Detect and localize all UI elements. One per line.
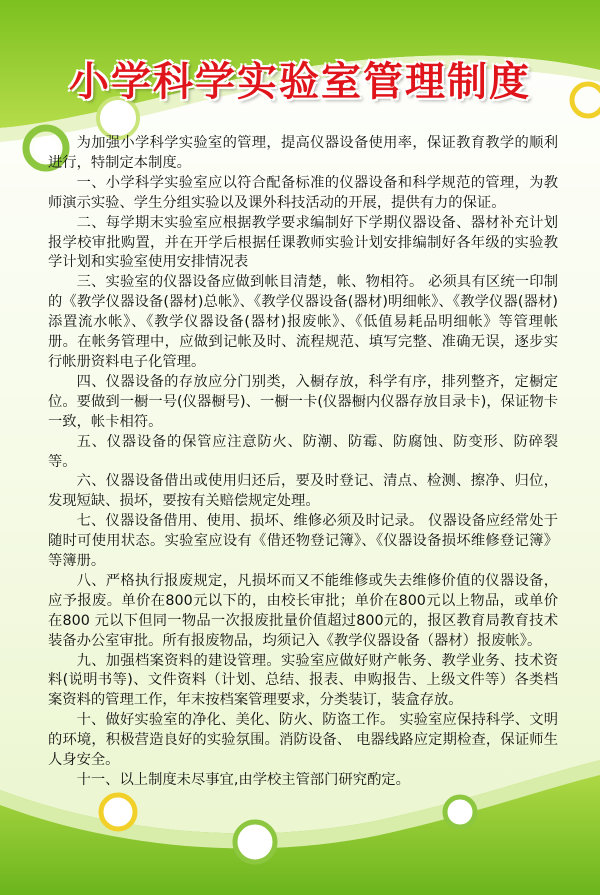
rule-paragraph: 五、仪器设备的保管应注意防火、防潮、防霉、防腐蚀、防变形、防碎裂等。: [48, 433, 558, 470]
rule-paragraph: 六、仪器设备借出或使用归还后，要及时登记、清点、检测、擦净、归位，发现短缺、损坏，要按有关赔偿规定处理。: [48, 473, 558, 510]
circle-decor-bottom-left: [101, 795, 135, 829]
rule-paragraph: 四、仪器设备的存放应分门别类，入橱存放，科学有序，排列整齐，定橱定位。要做到一橱一号(仪器橱号)、一橱一卡(仪器橱内仪器存放目录卡)，保证物卡一致，帐卡相符。: [48, 373, 558, 430]
page-title: 小学科学实验室管理制度: [69, 59, 531, 105]
rule-paragraph: 九、加强档案资料的建设管理。实验室应做好财产帐务、教学业务、技术资料(说明书等)、文件资料（计划、总结、报表、申购报告、上级文件等）各类档案资料的管理工作，年末按档案管理要求，分类装订，装盒存放。: [48, 652, 558, 709]
circle-decor-bottom-right: [445, 797, 475, 827]
regulation-body: [48, 134, 558, 791]
rule-paragraph: 一、小学科学实验室应以符合配备标准的仪器设备和科学规范的管理，为教师演示实验、学生分组实验以及课外科技活动的开展，提供有力的保证。: [48, 174, 558, 211]
circle-decor-bottom-mid: [235, 822, 275, 862]
rule-paragraph: 二、每学期末实验室应根据教学要求编制好下学期仪器设备、器材补充计划报学校审批购置，并在开学后根据任课教师实验计划安排编制好各年级的实验教学计划和实验室使用安排情况表: [48, 214, 558, 271]
intro-paragraph: 为加强小学科学实验室的管理，提高仪器设备使用率，保证教育教学的顺利进行，特制定本制度。: [48, 135, 558, 171]
rule-paragraph: 十、做好实验室的净化、美化、防火、防盗工作。 实验室应保持科学、文明的环境，积极营造良好的实验氛围。消防设备、 电器线路应定期检查，保证师生人身安全。: [48, 712, 558, 769]
rule-paragraph: 七、仪器设备借用、使用、损坏、维修必须及时记录。 仪器设备应经常处于随时可使用状态。实验室应设有《借还物登记簿》、《仪器设备损坏维修登记簿》等簿册。: [48, 513, 558, 570]
rule-paragraph: 八、严格执行报废规定，凡损坏而又不能维修或失去维修价值的仪器设备，应予报废。单价在800元以下的，由校长审批；单价在800元以上物品，或单价在800 元以下但同一物品一次报废批量价值超过800元的，报区教育局教育技术装备办公室审批。所有报废物品，均须记入《教学仪器设备（器材）报废帐》。: [48, 572, 558, 649]
rule-paragraph: 十一、以上制度未尽事宜,由学校主管部门研究酌定。: [76, 772, 410, 788]
rule-paragraph: 三、实验室的仪器设备应做到帐目清楚，帐、物相符。 必须具有区统一印制的《教学仪器设备(器材)总帐》、《教学仪器设备(器材)明细帐》、《教学仪器(器材)添置流水帐》、《教学仪器设备(器材)报废帐》、《低值易耗品明细帐》等管理帐册。在帐务管理中，应做到记帐及时、流程规范、填写完整、准确无误，逐步实行帐册资料电子化管理。: [48, 274, 558, 370]
